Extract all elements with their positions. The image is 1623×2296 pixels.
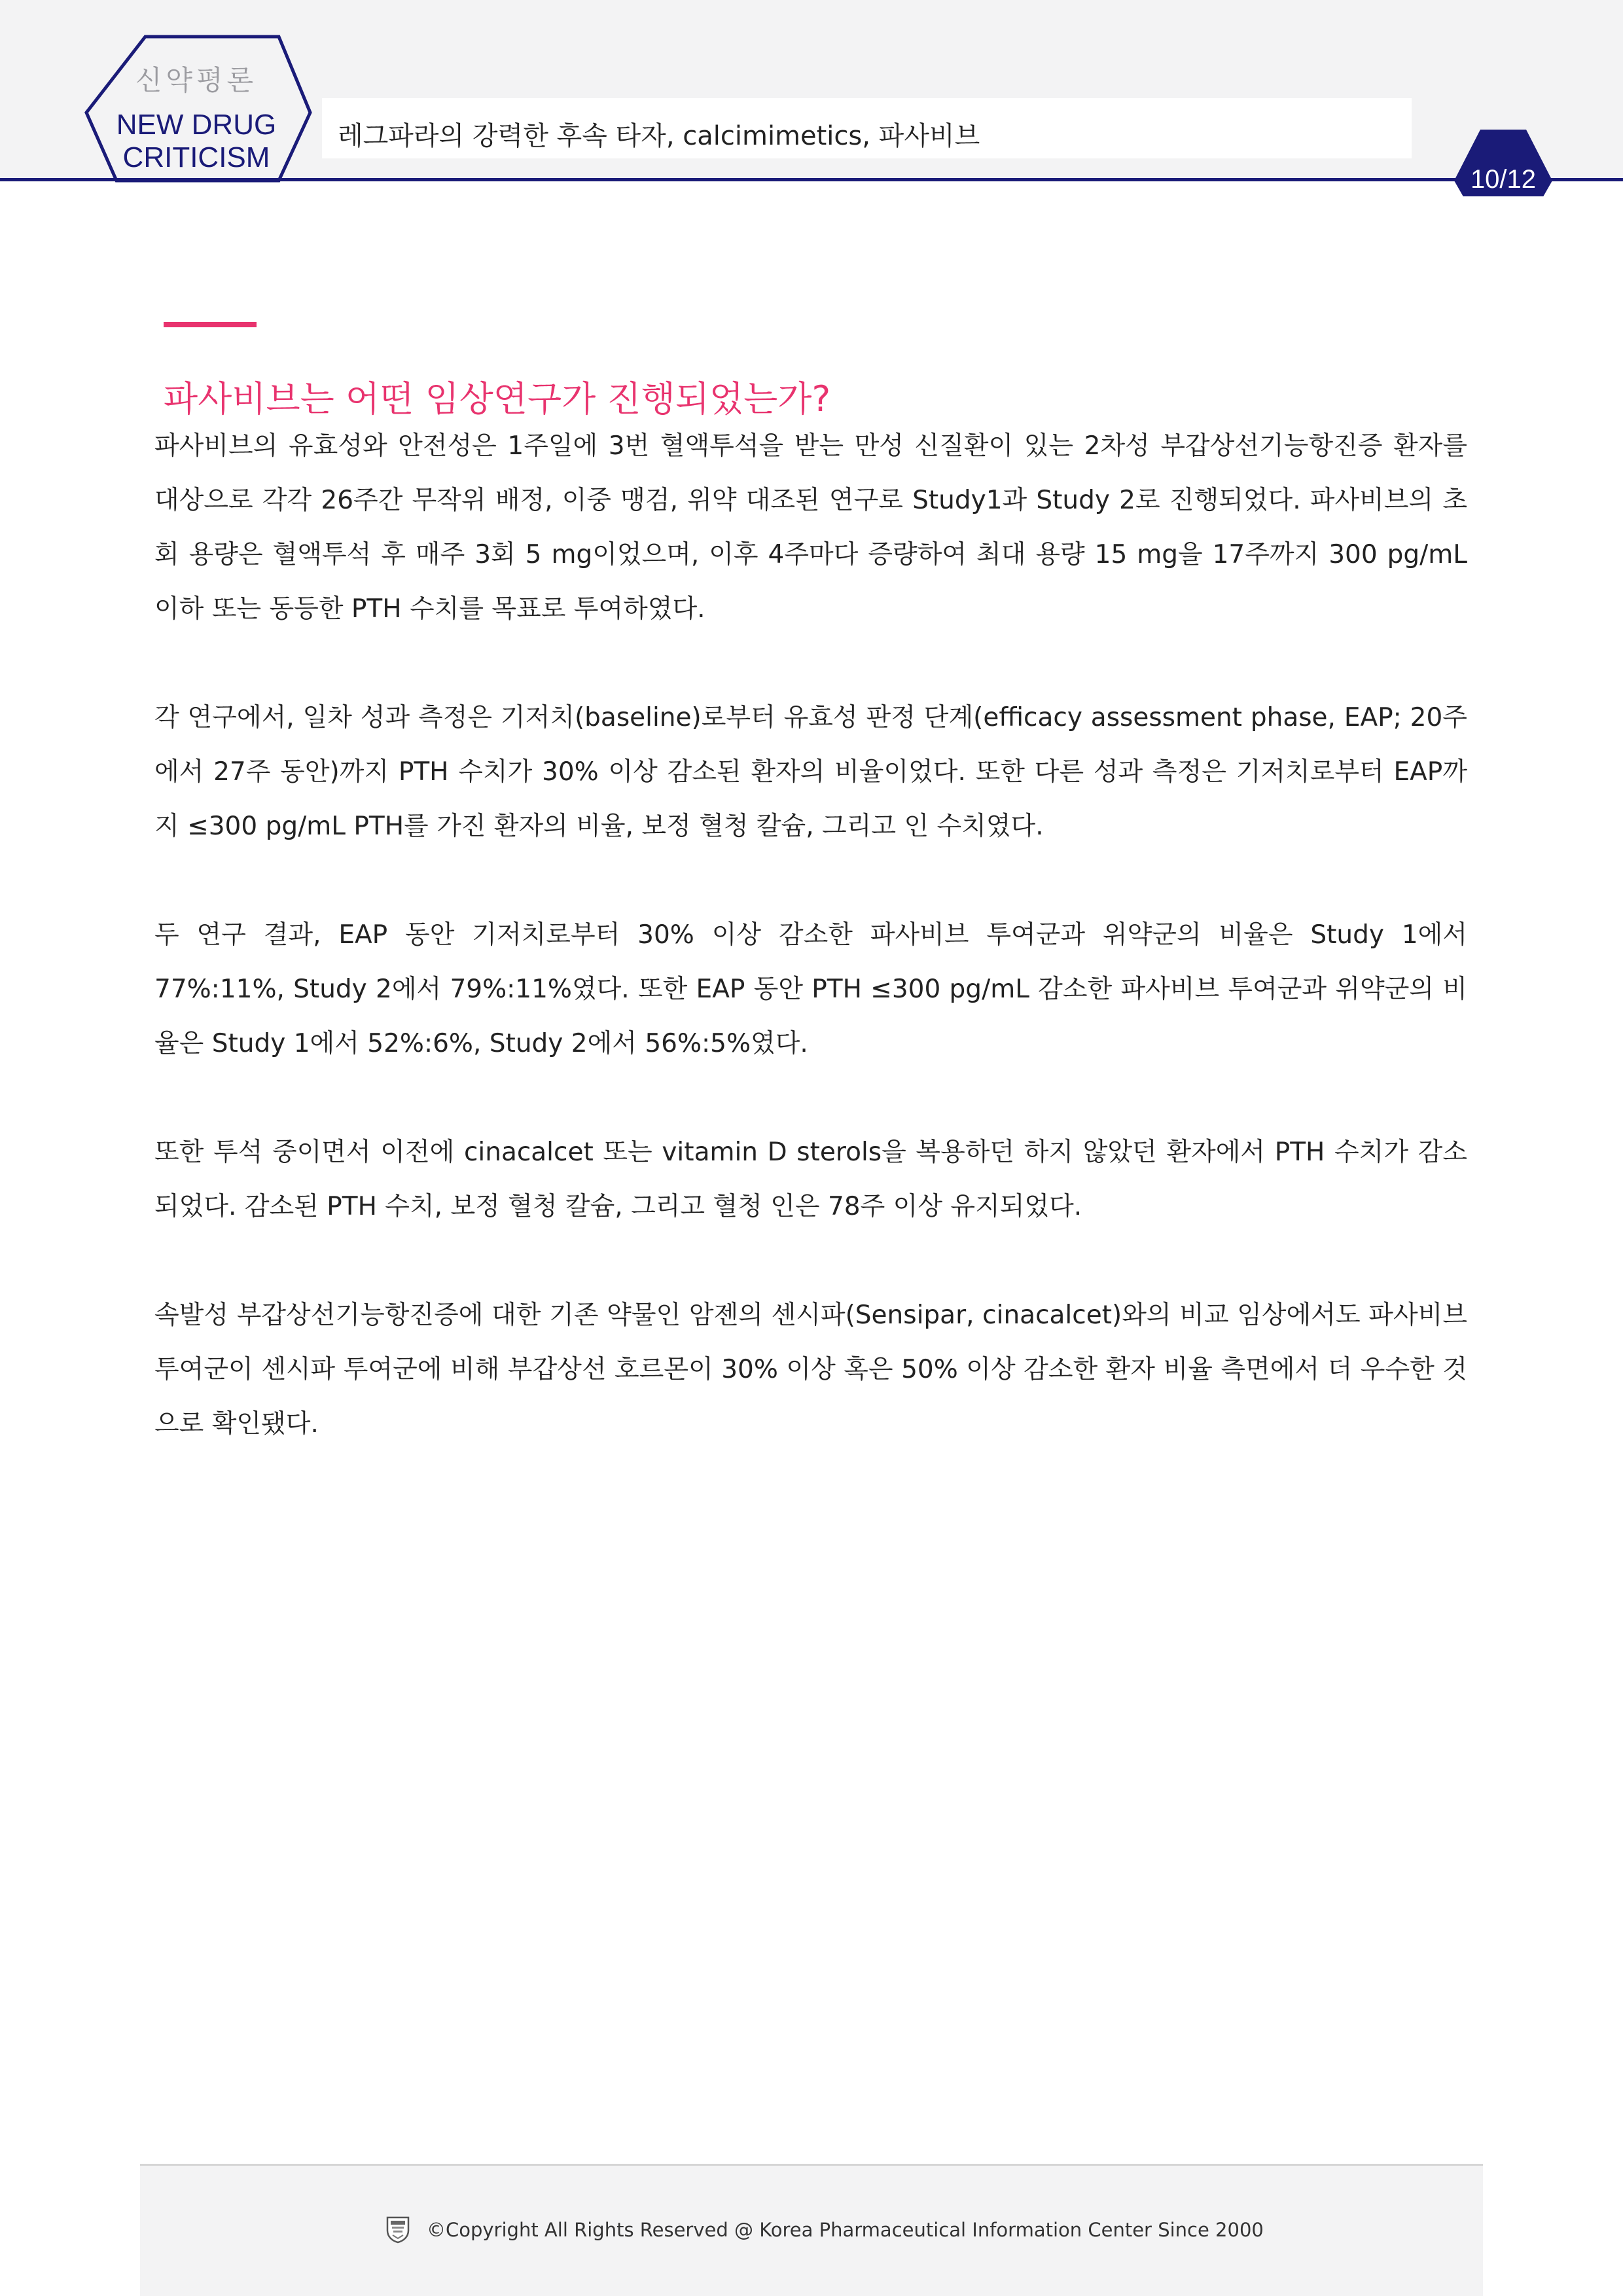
logo-english-line1: NEW DRUG	[116, 109, 277, 141]
paragraph: 각 연구에서, 일차 성과 측정은 기저치(baseline)로부터 유효성 판정 단계(efficacy assessment phase, EAP; 20주에서 27주 동안)까지 PTH 수치가 30% 이상 감소된 환자의 비율이었다. 또한 다른 성과 측정은 기저치로부터 EAP까지 ≤300 pg/mL PTH를 가진 환자의 비율, 보정 혈청 칼슘, 그리고 인 수치였다.	[154, 703, 1467, 841]
article-body	[154, 419, 1467, 1505]
copyright-text: ©Copyright All Rights Reserved @ Korea Pharmaceutical Information Center Since 2000	[427, 2219, 1264, 2241]
logo-english	[105, 109, 288, 174]
document-title: 레그파라의 강력한 후속 타자, calcimimetics, 파사비브	[338, 121, 980, 151]
section-heading: 파사비브는 어떤 임상연구가 진행되었는가?	[164, 378, 831, 420]
header-rule	[0, 178, 1623, 181]
paragraph: 또한 투석 중이면서 이전에 cinacalcet 또는 vitamin D sterols을 복용하던 하지 않았던 환자에서 PTH 수치가 감소되었다. 감소된 PTH 수치, 보정 혈청 칼슘, 그리고 혈청 인은 78주 이상 유지되었다.	[154, 1138, 1467, 1221]
paragraph: 속발성 부갑상선기능항진증에 대한 기존 약물인 암젠의 센시파(Sensipar, cinacalcet)와의 비교 임상에서도 파사비브 투여군이 센시파 투여군에 비해 부갑상선 호르몬이 30% 이상 혹은 50% 이상 감소한 환자 비율 측면에서 더 우수한 것으로 확인됐다.	[154, 1300, 1467, 1439]
logo-korean: 신약평론	[135, 64, 258, 96]
seal-icon	[385, 2215, 411, 2244]
logo-english-line2: CRITICISM	[122, 141, 270, 173]
section-accent-bar	[164, 322, 257, 327]
paragraph: 두 연구 결과, EAP 동안 기저치로부터 30% 이상 감소한 파사비브 투여군과 위약군의 비율은 Study 1에서 77%:11%, Study 2에서 79%:11%였다. 또한 EAP 동안 PTH ≤300 pg/mL 감소한 파사비브 투여군과 위약군의 비율은 Study 1에서 52%:6%, Study 2에서 56%:5%였다.	[154, 920, 1467, 1058]
page-number: 10/12	[1470, 165, 1537, 194]
paragraph: 파사비브의 유효성와 안전성은 1주일에 3번 혈액투석을 받는 만성 신질환이 있는 2차성 부갑상선기능항진증 환자를 대상으로 각각 26주간 무작위 배정, 이중 맹검, 위약 대조된 연구로 Study1과 Study 2로 진행되었다. 파사비브의 초회 용량은 혈액투석 후 매주 3회 5 mg이었으며, 이후 4주마다 증량하여 최대 용량 15 mg을 17주까지 300 pg/mL 이하 또는 동등한 PTH 수치를 목표로 투여하였다.	[154, 431, 1467, 624]
